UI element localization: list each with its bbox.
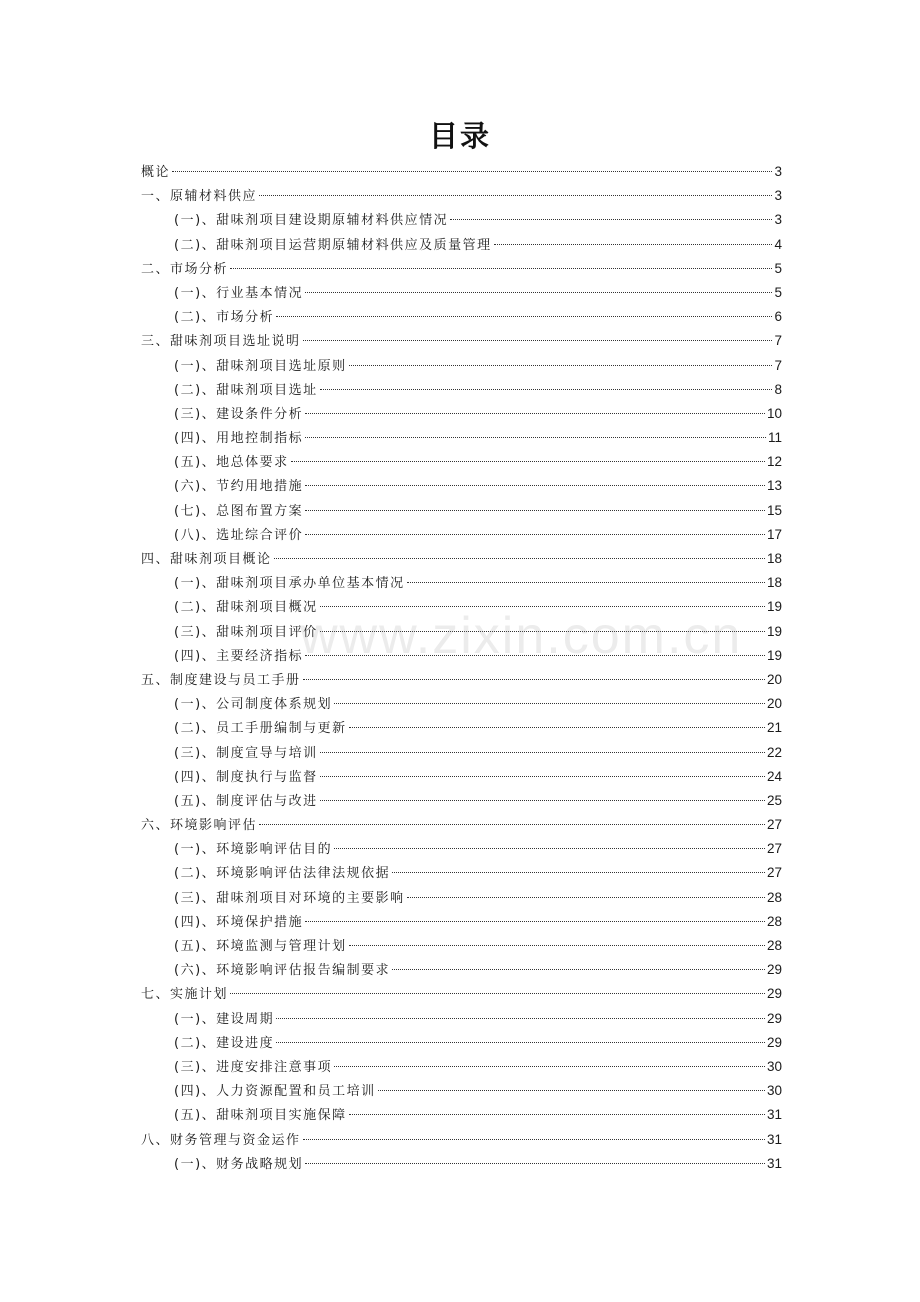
toc-entry-label: (一)、行业基本情况 (174, 285, 304, 301)
toc-dot-leader (303, 679, 765, 680)
toc-dot-leader (494, 244, 773, 245)
toc-entry-label: (三)、甜味剂项目对环境的主要影响 (174, 890, 405, 906)
toc-entry-label: (七)、总图布置方案 (174, 503, 304, 519)
toc-dot-leader (320, 752, 765, 753)
toc-page-number: 7 (774, 357, 782, 373)
toc-dot-leader (320, 631, 765, 632)
toc-subentry[interactable] (141, 765, 782, 789)
watermark: www.zixin.com.cn (300, 607, 743, 665)
toc-entry-label: (五)、地总体要求 (174, 455, 289, 471)
toc-entry-label: (一)、甜味剂项目选址原则 (174, 358, 347, 374)
toc-page-number: 3 (774, 188, 782, 204)
toc-page-number: 24 (766, 768, 782, 784)
toc-entry-label: 一、原辅材料供应 (141, 189, 258, 205)
toc-dot-leader (172, 171, 772, 172)
toc-subentry[interactable] (141, 861, 782, 885)
toc-entry-label: (一)、公司制度体系规划 (174, 697, 333, 713)
toc-entry-label: (四)、制度执行与监督 (174, 769, 318, 785)
toc-subentry[interactable] (141, 1103, 782, 1127)
toc-page-number: 28 (766, 913, 782, 929)
toc-subentry[interactable] (141, 1031, 782, 1055)
toc-entry-label: (五)、甜味剂项目实施保障 (174, 1108, 347, 1124)
toc-entry-label: (二)、市场分析 (174, 310, 275, 326)
toc-entry-label: (一)、甜味剂项目承办单位基本情况 (174, 576, 405, 592)
toc-entry-label: 七、实施计划 (141, 987, 229, 1003)
toc-entry[interactable] (141, 1128, 782, 1152)
toc-entry[interactable] (141, 184, 782, 208)
toc-entry[interactable] (141, 547, 782, 571)
toc-subentry[interactable] (141, 450, 782, 474)
toc-entry-label: (一)、甜味剂项目建设期原辅材料供应情况 (174, 213, 449, 229)
toc-entry[interactable] (141, 329, 782, 353)
toc-dot-leader (291, 461, 765, 462)
toc-subentry[interactable] (141, 837, 782, 861)
toc-dot-leader (320, 776, 765, 777)
toc-entry-label: (五)、制度评估与改进 (174, 793, 318, 809)
toc-page-number: 18 (766, 575, 782, 591)
toc-dot-leader (305, 437, 766, 438)
toc-subentry[interactable] (141, 233, 782, 257)
toc-entry-label: (一)、环境影响评估目的 (174, 842, 333, 858)
toc-entry-label: 概论 (141, 165, 171, 180)
toc-entry-label: (二)、甜味剂项目选址 (174, 382, 318, 398)
toc-page-number: 3 (774, 164, 782, 179)
toc-subentry[interactable] (141, 958, 782, 982)
toc-dot-leader (276, 1042, 765, 1043)
toc-page-number: 27 (766, 817, 782, 833)
toc-subentry[interactable] (141, 281, 782, 305)
toc-entry-label: (六)、节约用地措施 (174, 479, 304, 495)
toc-dot-leader (259, 824, 765, 825)
toc-page-number: 19 (766, 623, 782, 639)
toc-entry-label: (四)、人力资源配置和员工培训 (174, 1084, 376, 1100)
toc-dot-leader (334, 848, 765, 849)
toc-dot-leader (305, 921, 765, 922)
toc-subentry[interactable] (141, 208, 782, 232)
toc-dot-leader (230, 268, 772, 269)
toc-page-number: 8 (774, 381, 782, 397)
toc-dot-leader (392, 969, 765, 970)
toc-dot-leader (320, 389, 773, 390)
toc-subentry[interactable] (141, 595, 782, 619)
toc-page-number: 15 (766, 502, 782, 518)
toc-entry-label: 四、甜味剂项目概论 (141, 552, 272, 567)
toc-page-number: 12 (766, 454, 782, 470)
toc-entry-label: (四)、主要经济指标 (174, 648, 304, 664)
toc-page-number: 11 (767, 430, 782, 446)
toc-subentry[interactable] (141, 305, 782, 329)
toc-page-number: 13 (766, 478, 782, 494)
toc-subentry[interactable] (141, 789, 782, 813)
toc-dot-leader (349, 945, 765, 946)
toc-dot-leader (450, 219, 772, 220)
toc-page-number: 10 (766, 405, 782, 421)
toc-page-number: 3 (774, 212, 782, 228)
toc-page-number: 6 (774, 309, 782, 325)
toc-entry-label: 六、环境影响评估 (141, 818, 258, 834)
toc-dot-leader (320, 800, 765, 801)
toc-dot-leader (305, 292, 772, 293)
toc-subentry[interactable] (141, 354, 782, 378)
toc-entry-label: 八、财务管理与资金运作 (141, 1132, 301, 1148)
toc-entry[interactable] (141, 160, 782, 184)
toc-subentry[interactable] (141, 620, 782, 644)
toc-dot-leader (305, 485, 765, 486)
toc-dot-leader (392, 872, 765, 873)
toc-page-number: 21 (766, 720, 782, 736)
toc-dot-leader (349, 727, 765, 728)
toc-entry-label: (二)、建设进度 (174, 1035, 275, 1051)
toc-entry[interactable] (141, 668, 782, 692)
toc-dot-leader (407, 582, 765, 583)
toc-dot-leader (349, 365, 773, 366)
toc-entry-label: (三)、进度安排注意事项 (174, 1059, 333, 1075)
toc-page-number: 17 (766, 526, 782, 542)
toc-page-number: 31 (766, 1155, 782, 1171)
toc-entry-label: (三)、制度宣导与培训 (174, 745, 318, 761)
toc-subentry[interactable] (141, 499, 782, 523)
toc-page-number: 29 (766, 1010, 782, 1026)
toc-dot-leader (305, 534, 765, 535)
toc-subentry[interactable] (141, 716, 782, 740)
toc-entry-label: (六)、环境影响评估报告编制要求 (174, 963, 391, 979)
toc-subentry[interactable] (141, 426, 782, 450)
toc-subentry[interactable] (141, 1079, 782, 1103)
toc-page-number: 28 (766, 889, 782, 905)
toc-subentry[interactable] (141, 741, 782, 765)
toc-dot-leader (334, 703, 765, 704)
toc-subentry[interactable] (141, 934, 782, 958)
toc-subentry[interactable] (141, 474, 782, 498)
toc-page-number: 29 (766, 962, 782, 978)
toc-entry-label: (二)、甜味剂项目运营期原辅材料供应及质量管理 (174, 237, 492, 253)
toc-subentry[interactable] (141, 1055, 782, 1079)
toc-entry[interactable] (141, 257, 782, 281)
toc-page-number: 28 (766, 938, 782, 953)
toc-dot-leader (274, 558, 765, 559)
toc-subentry[interactable] (141, 402, 782, 426)
toc-entry-label: (一)、建设周期 (174, 1011, 275, 1027)
toc-entry-label: 三、甜味剂项目选址说明 (141, 334, 301, 350)
toc-page-number: 30 (766, 1058, 782, 1074)
toc-dot-leader (276, 316, 772, 317)
toc-entry-label: (二)、员工手册编制与更新 (174, 721, 347, 737)
toc-entry-label: (二)、甜味剂项目概况 (174, 600, 318, 616)
toc-dot-leader (230, 993, 765, 994)
toc-page-number: 31 (766, 1131, 782, 1147)
toc-entry-label: (三)、甜味剂项目评价 (174, 624, 318, 640)
toc-page-number: 5 (774, 284, 782, 300)
toc-dot-leader (259, 195, 772, 196)
toc-subentry[interactable] (141, 910, 782, 934)
toc-page-number: 20 (766, 696, 782, 712)
toc-entry-label: (四)、用地控制指标 (174, 431, 304, 447)
toc-page-number: 27 (766, 841, 782, 857)
toc-entry-label: (八)、选址综合评价 (174, 527, 304, 543)
toc-dot-leader (349, 1114, 765, 1115)
toc-entry-label: (四)、环境保护措施 (174, 914, 304, 930)
toc-page-number: 30 (766, 1083, 782, 1099)
toc-page-number: 19 (766, 647, 782, 663)
toc-page-number: 27 (766, 865, 782, 881)
toc-page-number: 29 (766, 1034, 782, 1050)
toc-subentry[interactable] (141, 886, 782, 910)
toc-subentry[interactable] (141, 692, 782, 716)
toc-dot-leader (303, 340, 773, 341)
toc-dot-leader (305, 510, 765, 511)
toc-page-number: 22 (766, 744, 782, 760)
toc-dot-leader (334, 1066, 765, 1067)
toc-entry-label: 二、市场分析 (141, 261, 229, 277)
toc-dot-leader (305, 655, 765, 656)
toc-entry-label: (五)、环境监测与管理计划 (174, 939, 347, 954)
toc-page-number: 18 (766, 551, 782, 566)
toc-dot-leader (305, 413, 765, 414)
toc-dot-leader (320, 606, 765, 607)
toc-page-number: 29 (766, 986, 782, 1002)
toc-subentry[interactable] (141, 644, 782, 668)
toc-page-number: 25 (766, 792, 782, 808)
toc-entry[interactable] (141, 982, 782, 1006)
toc-dot-leader (305, 1163, 765, 1164)
toc-subentry[interactable] (141, 1007, 782, 1031)
toc-page-number: 4 (774, 236, 782, 252)
toc-subentry[interactable] (141, 1152, 782, 1176)
toc-page-number: 31 (766, 1107, 782, 1123)
toc-entry-label: 五、制度建设与员工手册 (141, 672, 301, 688)
toc-subentry[interactable] (141, 523, 782, 547)
page-title: 目录 (428, 119, 491, 153)
toc-entry-label: (一)、财务战略规划 (174, 1156, 304, 1172)
toc-entry[interactable] (141, 813, 782, 837)
toc-dot-leader (303, 1139, 765, 1140)
toc-entry-label: (三)、建设条件分析 (174, 406, 304, 422)
table-of-contents (141, 160, 782, 1176)
toc-subentry[interactable] (141, 378, 782, 402)
toc-dot-leader (276, 1018, 765, 1019)
toc-page-number: 7 (774, 333, 782, 349)
toc-subentry[interactable] (141, 571, 782, 595)
toc-dot-leader (407, 897, 765, 898)
toc-dot-leader (378, 1090, 765, 1091)
toc-page-number: 20 (766, 671, 782, 687)
toc-page-number: 19 (766, 599, 782, 615)
toc-page-number: 5 (774, 260, 782, 276)
toc-entry-label: (二)、环境影响评估法律法规依据 (174, 866, 391, 882)
